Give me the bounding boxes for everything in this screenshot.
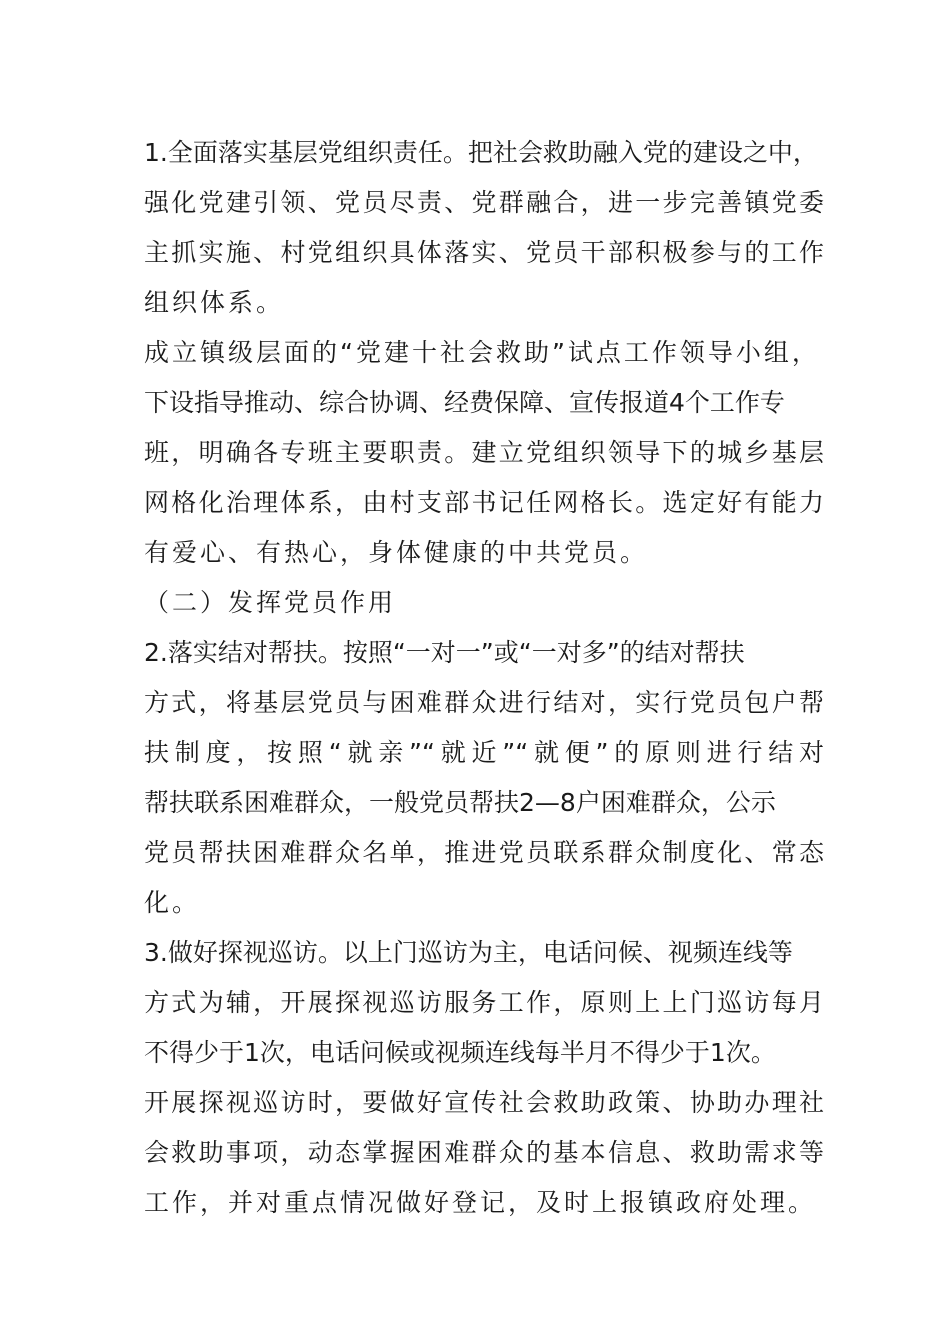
paragraph-4-heading-line: 3.做好探视巡访。以上门巡访为主，电话问候、视频连线等 [144,938,793,967]
paragraph-3-line: 党员帮扶困难群众名单，推进党员联系群众制度化、常态 [144,838,824,867]
document-body [144,128,824,1228]
paragraph-3-line: 方式，将基层党员与困难群众进行结对，实行党员包户帮 [144,688,824,717]
section-heading: （二）发挥党员作用 [144,588,397,617]
paragraph-3-line: 扶制度，按照“就亲”“就近”“就便”的原则进行结对 [144,738,824,767]
paragraph-4-line: 方式为辅，开展探视巡访服务工作，原则上上门巡访每月 [144,988,824,1017]
paragraph-1-heading-line: 1.全面落实基层党组织责任。把社会救助融入党的建设之中， [144,138,818,167]
paragraph-2-line: 网格化治理体系，由村支部书记任网格长。选定好有能力 [144,488,824,517]
paragraph-2-line: 成立镇级层面的“党建十社会救助”试点工作领导小组， [144,338,820,367]
paragraph-2-line: 下设指导推动、综合协调、经费保障、宣传报道4个工作专 [144,388,785,417]
paragraph-1-line: 主抓实施、村党组织具体落实、党员干部积极参与的工作 [144,238,824,267]
paragraph-3-line: 化。 [144,888,201,917]
paragraph-4-line: 开展探视巡访时，要做好宣传社会救助政策、协助办理社 [144,1088,824,1117]
paragraph-2-line: 班，明确各专班主要职责。建立党组织领导下的城乡基层 [144,438,824,467]
paragraph-4-line: 会救助事项，动态掌握困难群众的基本信息、救助需求等 [144,1138,824,1167]
paragraph-4-line: 不得少于1次，电话问候或视频连线每半月不得少于1次。 [144,1038,776,1067]
paragraph-4-line: 工作，并对重点情况做好登记，及时上报镇政府处理。 [144,1188,817,1217]
paragraph-1-line: 组织体系。 [144,288,285,317]
paragraph-3-heading-line: 2.落实结对帮扶。按照“一对一”或“一对多”的结对帮扶 [144,638,745,667]
paragraph-3-line: 帮扶联系困难群众，一般党员帮扶2—8户困难群众，公示 [144,788,776,817]
paragraph-2-line: 有爱心、有热心，身体健康的中共党员。 [144,538,649,567]
paragraph-1-line: 强化党建引领、党员尽责、党群融合，进一步完善镇党委 [144,188,824,217]
